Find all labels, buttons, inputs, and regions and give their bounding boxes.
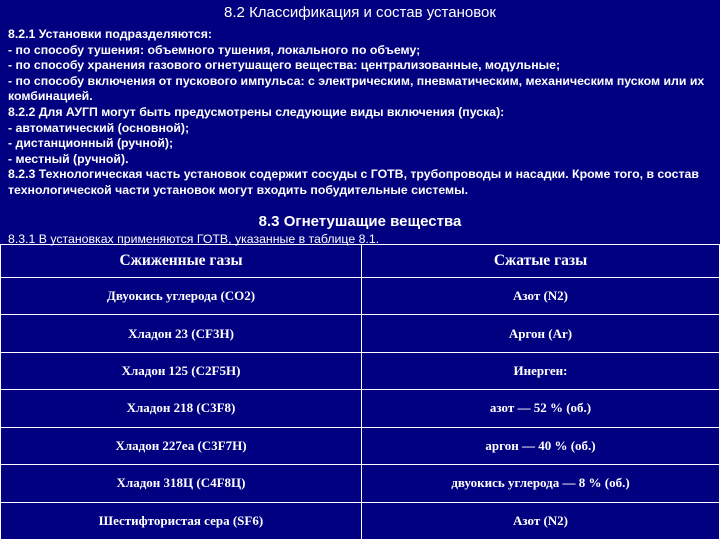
table-row [1,427,720,464]
table-row [1,390,720,427]
text-line: - по способу включения от пускового импульса: с электрическим, пневматическим, механическим пуском или их комбинацией. [8,73,705,104]
table-row [1,502,720,539]
table-row [1,465,720,502]
table-cell: Хладон 23 (CF3H) [1,315,362,352]
table-cell: азот — 52 % (об.) [362,390,720,427]
table-cell: Азот (N2) [362,502,720,539]
header-liquefied-gases: Сжиженные газы [1,245,362,278]
table-row [1,315,720,352]
section-title-classification: 8.2 Классификация и состав установок [224,4,496,21]
text-line: - местный (ручной). [8,151,129,166]
text-line: - по способу хранения газового огнетушащего вещества: централизованные, модульные; [8,58,561,73]
text-line: 8.2.3 Технологическая часть установок содержит сосуды с ГОТВ, трубопроводы и насадки. Кроме того, в состав технологической части установок могут входить побудительные системы. [8,167,699,197]
text-line: - автоматический (основной); [8,120,190,135]
table-intro: 8.3.1 В установках применяются ГОТВ, указанные в таблице 8.1. [8,232,380,246]
table-cell: Хладон 125 (C2F5H) [1,352,362,389]
table-cell: Хладон 218 (C3F8) [1,390,362,427]
section-title-extinguishing-agents: 8.3 Огнетушащие вещества [258,213,462,230]
classification-text [8,27,713,199]
text-line: - по способу тушения: объемного тушения, локального по объему; [8,42,421,57]
table-cell: Инерген: [362,352,720,389]
table-cell: Хладон 318Ц (C4F8Ц) [1,465,362,502]
header-compressed-gases: Сжатые газы [362,245,720,278]
table-row [1,352,720,389]
table-cell: Аргон (Ar) [362,315,720,352]
text-line: 8.2.1 Установки подразделяются: [8,27,212,41]
gas-table [0,244,720,540]
table-cell: Хладон 227еа (C3F7H) [1,427,362,464]
table-row [1,278,720,315]
table-cell: Двуокись углерода (СО2) [1,278,362,315]
table-cell: Азот (N2) [362,278,720,315]
table-cell: аргон — 40 % (об.) [362,427,720,464]
text-line: - дистанционный (ручной); [8,136,174,151]
table-cell: двуокись углерода — 8 % (об.) [362,465,720,502]
table-header-row [1,245,720,278]
text-line: 8.2.2 Для АУГП могут быть предусмотрены следующие виды включения (пуска): [8,104,505,119]
table-cell: Шестифтористая сера (SF6) [1,502,362,539]
